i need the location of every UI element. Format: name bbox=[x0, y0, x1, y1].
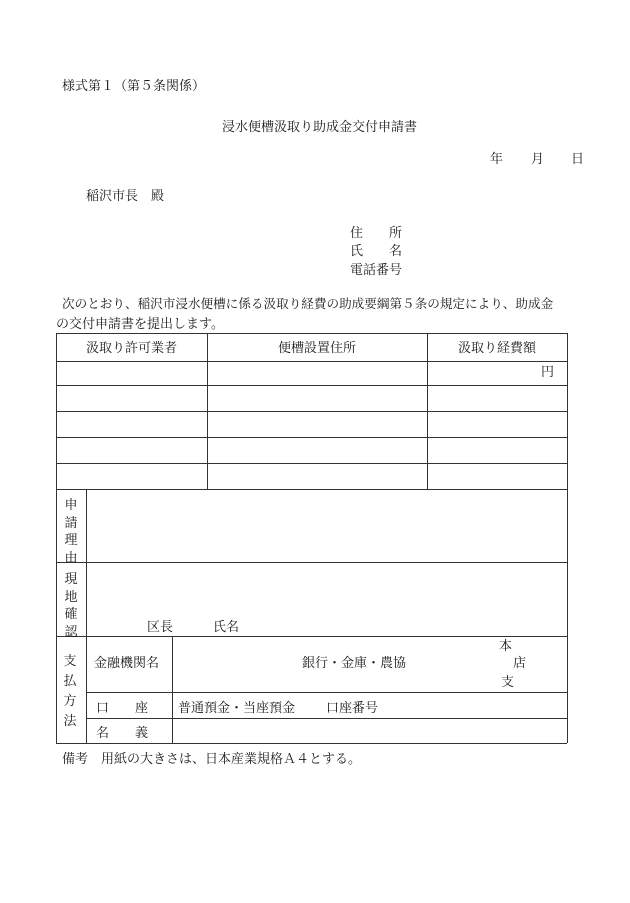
applicant-address-label: 住 所 bbox=[350, 226, 403, 241]
payment-label-char: 方 bbox=[63, 694, 77, 709]
payment-label-char: 払 bbox=[63, 674, 77, 689]
addressee: 稲沢市長 殿 bbox=[86, 189, 165, 204]
account-holder-label: 名 義 bbox=[96, 726, 149, 741]
site-check-label-char: 確 bbox=[64, 607, 78, 622]
site-check-name-label: 氏名 bbox=[213, 620, 240, 635]
site-check-label-char: 地 bbox=[64, 589, 78, 605]
ward-chief-label: 区長 bbox=[147, 620, 174, 635]
reason-label-char: 申 bbox=[64, 498, 78, 513]
account-label: 口 座 bbox=[96, 701, 149, 716]
footnote: 備考 用紙の大きさは、日本産業規格Ａ４とする。 bbox=[62, 752, 362, 767]
form-title: 浸水便槽汲取り助成金交付申請書 bbox=[222, 120, 418, 135]
branch-store: 店 bbox=[513, 656, 527, 671]
date-year: 年 bbox=[490, 152, 504, 167]
branch-main: 本 bbox=[499, 639, 513, 654]
site-check-label bbox=[64, 571, 78, 641]
date-day: 日 bbox=[571, 152, 585, 167]
branch-sub: 支 bbox=[501, 675, 515, 690]
reason-label-char: 請 bbox=[64, 515, 78, 531]
header-tank-address: 便槽設置住所 bbox=[278, 341, 357, 356]
intro-line-1: 次のとおり、稲沢市浸水便槽に係る汲取り経費の助成要綱第５条の規定により、助成金 bbox=[62, 296, 554, 311]
header-licensed-vendor: 汲取り許可業者 bbox=[86, 341, 178, 356]
applicant-name-label: 氏 名 bbox=[350, 244, 403, 259]
site-check-label-char: 現 bbox=[64, 572, 78, 587]
account-number-label: 口座番号 bbox=[326, 701, 379, 716]
site-check-label-char: 認 bbox=[64, 624, 78, 640]
payment-label bbox=[63, 652, 77, 732]
reason-label-char: 由 bbox=[64, 550, 78, 566]
header-cost-amount: 汲取り経費額 bbox=[458, 341, 537, 356]
applicant-phone-label: 電話番号 bbox=[350, 263, 403, 278]
payment-label-char: 支 bbox=[63, 654, 77, 669]
reason-label-char: 理 bbox=[64, 533, 78, 548]
intro-line-2: の交付申請書を提出します。 bbox=[56, 317, 224, 332]
institution-types: 銀行・金庫・農協 bbox=[302, 656, 407, 671]
reason-label bbox=[64, 497, 78, 567]
payment-label-char: 法 bbox=[63, 714, 77, 729]
account-types: 普通預金・当座預金 bbox=[178, 701, 296, 716]
currency-unit: 円 bbox=[541, 365, 555, 380]
financial-institution-label: 金融機関名 bbox=[94, 656, 160, 671]
form-number: 様式第１（第５条関係） bbox=[62, 79, 206, 94]
date-month: 月 bbox=[531, 152, 545, 167]
